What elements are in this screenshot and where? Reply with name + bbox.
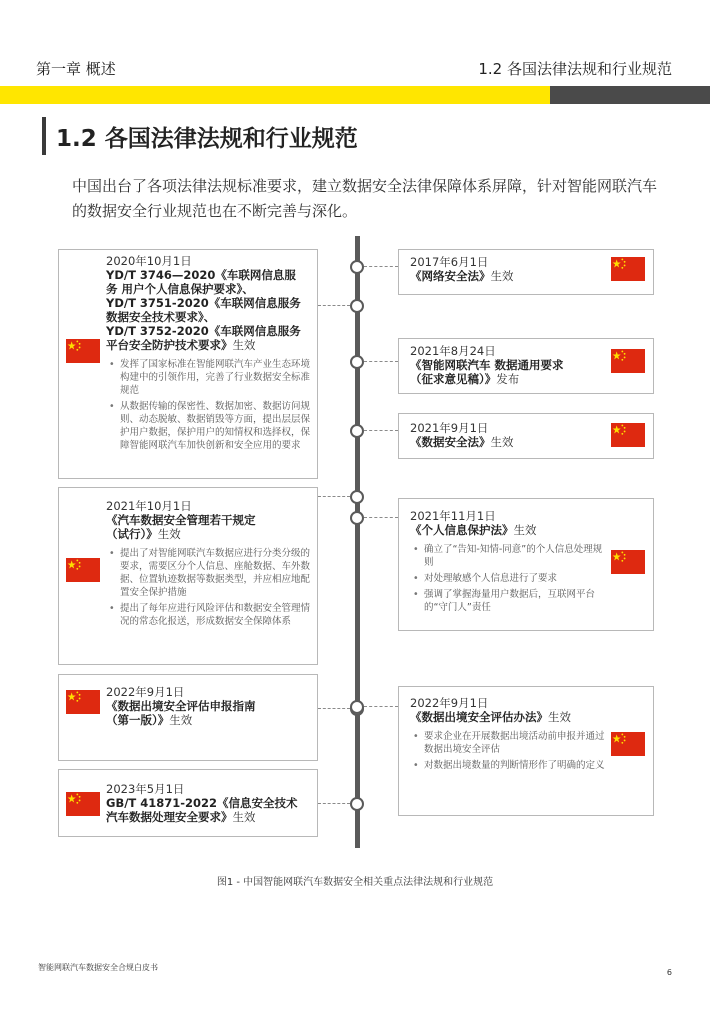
card-law-title: （试行）》生效 [106, 527, 181, 541]
card-status: 生效 [232, 338, 256, 352]
timeline-node [350, 490, 364, 504]
card-law-title: GB/T 41871-2022《信息安全技术 [106, 796, 298, 810]
timeline-card-text [106, 254, 311, 455]
timeline-card-text [410, 421, 605, 449]
figure-caption: 图1 - 中国智能网联汽车数据安全相关重点法律法规和行业规范 [216, 877, 494, 888]
timeline-spine [355, 236, 360, 848]
china-flag-icon [611, 423, 645, 447]
timeline-connector [364, 266, 398, 267]
timeline-card-text [106, 685, 311, 727]
card-status: 生效 [157, 527, 181, 541]
card-bullet: • 提出了每年应进行风险评估和数据安全管理情况的常态化报送，形成数据安全保障体系 [120, 602, 311, 628]
timeline-card-text [410, 696, 605, 775]
card-bullet: • 强调了掌握海量用户数据后，互联网平台的“守门人”责任 [424, 588, 605, 614]
timeline-node [350, 797, 364, 811]
card-bullet-list [410, 730, 605, 772]
card-law-title: 《数据出境安全评估办法》生效 [410, 710, 571, 724]
card-bullet: • 对处理敏感个人信息进行了要求 [424, 572, 605, 585]
card-law-title: 《智能网联汽车 数据通用要求 [410, 358, 564, 372]
timeline-card-text [410, 509, 605, 617]
card-date: 2020年10月1日 [106, 254, 192, 268]
card-law-title: 平台安全防护技术要求》生效 [106, 338, 256, 352]
card-status: 生效 [169, 713, 193, 727]
header-chapter: 第一章 概述 [36, 60, 116, 78]
card-bullet: • 提出了对智能网联汽车数据应进行分类分级的要求，需要区分个人信息、座舱数据、车外数据、位置轨迹数据等数据类型，并应相应地配置安全保护措施 [120, 547, 311, 599]
timeline-connector [364, 361, 398, 362]
card-date: 2022年9月1日 [106, 685, 185, 699]
timeline-connector [318, 496, 350, 497]
china-flag-icon [66, 339, 100, 363]
card-date: 2021年8月24日 [410, 344, 496, 358]
header-band-gray [550, 86, 710, 104]
card-date: 2017年6月1日 [410, 255, 489, 269]
timeline-node [350, 700, 364, 714]
timeline-node [350, 424, 364, 438]
card-law-title: 《数据安全法》生效 [410, 435, 514, 449]
china-flag-icon [66, 792, 100, 816]
card-law-title: 数据安全技术要求》、 [106, 310, 216, 324]
card-date: 2021年9月1日 [410, 421, 489, 435]
timeline-node [350, 260, 364, 274]
card-status: 生效 [232, 810, 256, 824]
intro-paragraph: 中国出台了各项法律法规标准要求，建立数据安全法律保障体系屏障，针对智能网联汽车的数据安全行业规范也在不断完善与深化。 [72, 177, 658, 220]
card-date: 2023年5月1日 [106, 782, 185, 796]
card-date: 2021年10月1日 [106, 499, 192, 513]
card-law-title: （第一版）》生效 [106, 713, 193, 727]
card-law-title: YD/T 3746—2020《车联网信息服 [106, 268, 296, 282]
timeline-card-text [410, 255, 605, 283]
card-status: 生效 [513, 523, 537, 537]
card-law-title: 《网络安全法》生效 [410, 269, 514, 283]
timeline-connector [318, 305, 350, 306]
china-flag-icon [611, 349, 645, 373]
card-bullet: • 发挥了国家标准在智能网联汽车产业生态环境构建中的引领作用，完善了行业数据安全标准规范 [120, 358, 311, 397]
china-flag-icon [611, 732, 645, 756]
timeline-connector [364, 706, 398, 707]
timeline-card-text [106, 782, 311, 824]
card-status: 生效 [548, 710, 571, 724]
china-flag-icon [611, 257, 645, 281]
timeline-card-text [106, 499, 311, 631]
card-bullet: • 确立了“告知-知情-同意”的个人信息处理规则 [424, 543, 605, 569]
card-bullet: • 对数据出境数量的判断情形作了明确的定义 [424, 759, 605, 772]
card-law-title: 汽车数据处理安全要求》生效 [106, 810, 256, 824]
footer-doc-title: 智能网联汽车数据安全合规白皮书 [38, 963, 158, 972]
header-band-yellow [0, 86, 550, 104]
timeline-node [350, 355, 364, 369]
timeline-connector [364, 430, 398, 431]
timeline-connector [364, 517, 398, 518]
header-section: 1.2 各国法律法规和行业规范 [478, 60, 672, 78]
card-date: 2022年9月1日 [410, 696, 489, 710]
china-flag-icon [66, 558, 100, 582]
timeline-card-text [410, 344, 605, 386]
card-law-title: 《数据出境安全评估申报指南 [106, 699, 256, 713]
card-status: 发布 [496, 372, 520, 386]
timeline-connector [318, 708, 350, 709]
china-flag-icon [66, 690, 100, 714]
china-flag-icon [611, 550, 645, 574]
card-bullet-list [410, 543, 605, 614]
card-law-title: YD/T 3751-2020《车联网信息服务 [106, 296, 301, 310]
card-law-title: 《个人信息保护法》生效 [410, 523, 537, 537]
card-law-title: 《汽车数据安全管理若干规定 [106, 513, 256, 527]
timeline-node [350, 511, 364, 525]
card-status: 生效 [490, 435, 514, 449]
card-bullet-list [106, 547, 311, 628]
card-date: 2021年11月1日 [410, 509, 496, 523]
footer-page-number: 6 [666, 968, 672, 977]
card-bullet: • 从数据传输的保密性、数据加密、数据访问规则、动态脱敏、数据销毁等方面，提出层层保护用户数据，保护用户的知情权和选择权，保障智能网联汽车加快创新和安全应用的要求 [120, 400, 311, 452]
card-law-title: 务 用户个人信息保护要求》、 [106, 282, 254, 296]
timeline-node [350, 299, 364, 313]
card-status: 生效 [490, 269, 514, 283]
timeline-connector [318, 803, 350, 804]
card-bullet: • 要求企业在开展数据出境活动前申报并通过数据出境安全评估 [424, 730, 605, 756]
card-bullet-list [106, 358, 311, 452]
card-law-title: （征求意见稿）》发布 [410, 372, 520, 386]
section-title: 1.2 各国法律法规和行业规范 [56, 126, 358, 152]
card-law-title: YD/T 3752-2020《车联网信息服务 [106, 324, 301, 338]
section-title-bar [42, 117, 46, 155]
